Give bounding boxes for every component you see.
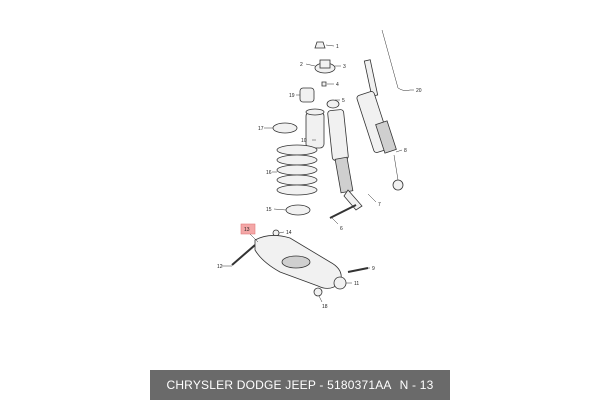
callout-7: 7 bbox=[378, 202, 381, 208]
callout-11: 11 bbox=[354, 281, 360, 287]
callout-2: 2 bbox=[300, 62, 303, 68]
front-shock-absorber bbox=[327, 100, 362, 210]
callout-14: 14 bbox=[286, 230, 292, 236]
callout-13: 13 bbox=[244, 227, 250, 233]
jounce-bumper bbox=[306, 109, 324, 148]
callout-3: 3 bbox=[343, 64, 346, 70]
callout-4: 4 bbox=[336, 82, 339, 88]
lower-isolator bbox=[286, 205, 310, 215]
callout-18: 18 bbox=[322, 304, 328, 310]
rear-shock-absorber bbox=[356, 30, 410, 190]
lower-control-arm bbox=[255, 235, 346, 289]
callout-12: 12 bbox=[217, 264, 223, 270]
callout-16: 16 bbox=[266, 170, 272, 176]
callout-15: 15 bbox=[266, 207, 272, 213]
callout-17: 17 bbox=[258, 126, 264, 132]
callout-9: 9 bbox=[372, 266, 375, 272]
upper-isolator bbox=[273, 123, 297, 133]
small-parts-top bbox=[300, 42, 335, 102]
callout-10: 10 bbox=[301, 138, 307, 144]
callout-5: 5 bbox=[342, 98, 345, 104]
part-caption-bar bbox=[150, 370, 450, 400]
callout-19: 19 bbox=[289, 93, 295, 99]
callout-1: 1 bbox=[336, 44, 339, 50]
callout-6: 6 bbox=[340, 226, 343, 232]
part-number-label: CHRYSLER DODGE JEEP - 5180371AA bbox=[166, 378, 392, 392]
coil-spring bbox=[277, 145, 317, 195]
callout-8: 8 bbox=[404, 148, 407, 154]
callout-20: 20 bbox=[416, 88, 422, 94]
callout-reference-label: N - 13 bbox=[399, 378, 434, 392]
